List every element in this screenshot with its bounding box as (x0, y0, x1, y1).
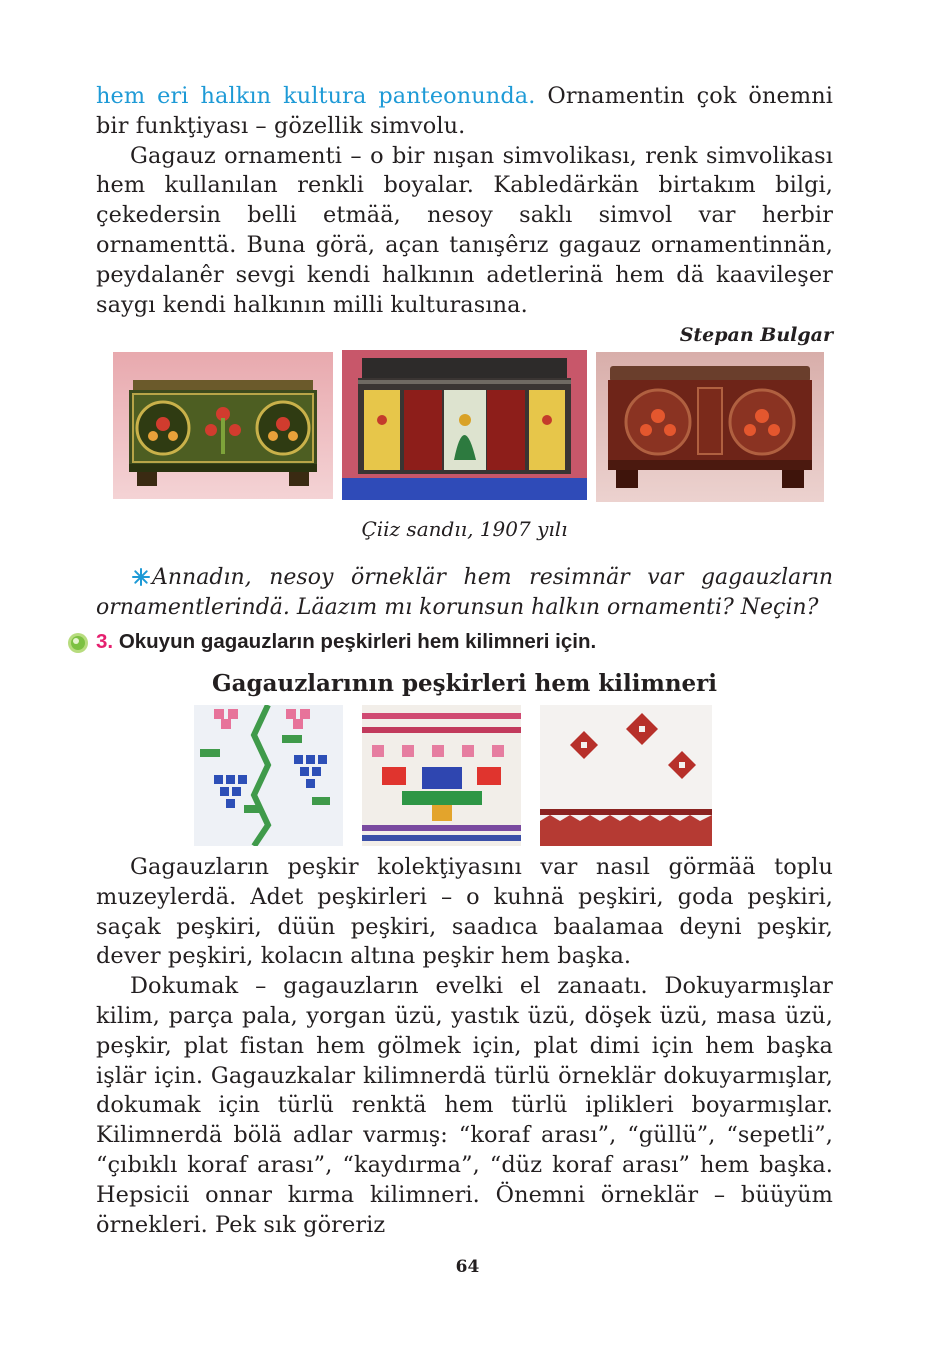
towel-photos (0, 705, 935, 847)
multicolor-towel-image (362, 705, 521, 846)
task-bullet-icon (67, 632, 93, 654)
towel-photo-2 (362, 705, 521, 846)
painted-chest-image (342, 350, 587, 500)
towel-photo-3 (540, 705, 712, 846)
text-column-2 (96, 853, 833, 1240)
chests-caption: Çiiz sandıı, 1907 yılı (361, 517, 568, 541)
paragraph-weaving: Dokumak – gagauzların evelki el zanaatı. Dokuyarmışlar kilim, parça pala, yorgan üzü, yastık üzü, döşek üzü, masa üzü, peşkir, plat fistan hem gölmek için, plat dimi için hem başka işlär için. Gagauzkalar kilimnerdä türlü örneklär dokuyarmışlar, dokumak için türlü renktä hem türlü iplikleri boyarmışlar. Kilimnerdä bölä adlar varmış: “koraf arası”, “güllü”, “sepetli”, “çıbıklı koraf arası”, “kaydırma”, “düz koraf arası” hem başka. Hepsicii onnar kırma kilimneri. Önemni örneklär – büüyüm örnekleri. Pek sık göreriz (96, 973, 833, 1238)
author-signature: Stepan Bulgar (679, 324, 833, 347)
green-chest-image (113, 352, 333, 499)
task-text: Okuyun gagauzların peşkirleri hem kilimneri için. (118, 630, 597, 653)
intro-accent-text: hem eri halkın kultura panteonunda. (96, 83, 536, 109)
chest-photos (0, 350, 935, 505)
intro-paragraph (96, 82, 833, 142)
intro-rest-text: Ornamentin çok önemni bir funkţiyası – gözellik simvolu. (96, 83, 833, 139)
section-title: Gagauzlarının peşkirleri hem kilimneri (211, 670, 718, 697)
task-number: 3. (96, 630, 114, 653)
task-instruction (96, 628, 596, 656)
chest-photo-1 (113, 352, 333, 499)
chest-photo-2 (342, 350, 587, 500)
paragraph-ornament: Gagauz ornamenti – o bir nışan simvolikası, renk simvolikası hem kullanılan renkli boyalar. Kabledärkän birtakım bilgi, çekedersin belli etmää, nesoy saklı simvol var herbir ornamenttä. Buna görä, açan tanışêrız gagauz ornamentinnän, peydalanêr sevgi kendi halkının adetlerinä hem dä kaavileşer saygı kendi halkının milli kulturasına. (96, 142, 833, 318)
page-number: 64 (455, 1257, 480, 1277)
blue-green-embroidery-image (194, 705, 343, 846)
red-chest-image (596, 352, 824, 502)
chest-photo-3 (596, 352, 824, 502)
red-ornament-towel-image (540, 705, 712, 846)
question-block (96, 563, 833, 622)
text-column (96, 82, 833, 348)
towel-photo-1 (194, 705, 343, 846)
snowflake-icon (132, 568, 150, 586)
paragraph-towels: Gagauzların peşkir kolekţiyasını var nasıl görmää toplu muzeylerdä. Adet peşkirleri – o kuhnä peşkiri, goda peşkiri, saçak peşkiri, düün peşkiri, saadıca baalamaa deyni peşkir, dever peşkiri, kolacın altına peşkir hem başka. (96, 854, 833, 970)
question-text: Annadın, nesoy örneklär hem resimnär var gagauzların ornamentlerindä. Läazım mı korunsun halkın ornamenti? Neçin? (96, 565, 833, 620)
